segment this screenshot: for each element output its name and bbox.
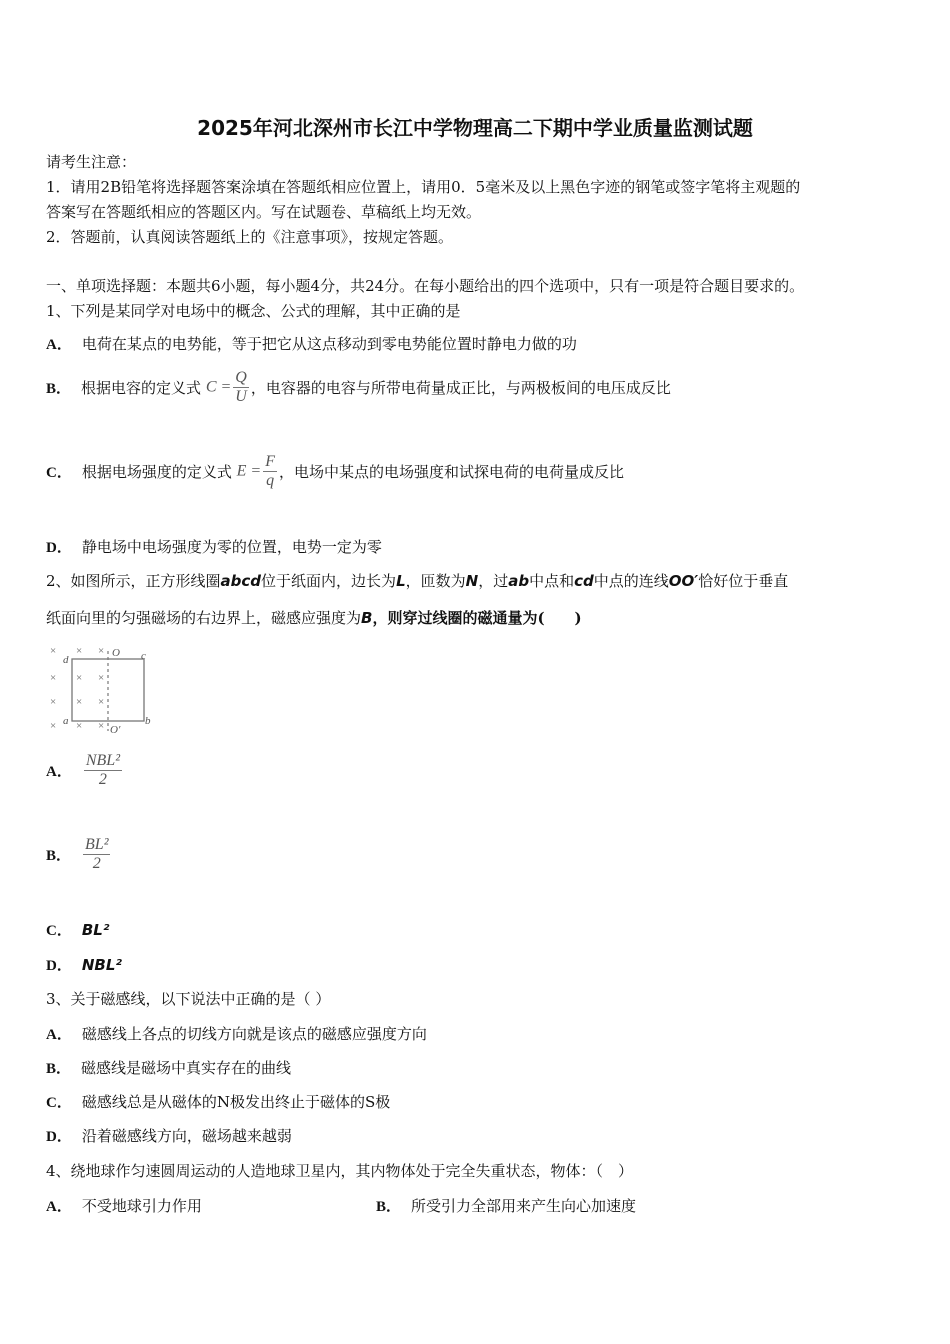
field-cross: ×: [76, 696, 83, 708]
option-letter: C．: [46, 1095, 72, 1111]
q2-text: ，匝数为: [405, 572, 466, 590]
field-cross: ×: [76, 720, 83, 732]
notice-line-3: 2．答题前，认真阅读答题纸上的《注意事项》，按规定答题。: [46, 228, 454, 246]
option-letter: B．: [46, 1061, 72, 1077]
q2-text: ，过: [478, 572, 509, 590]
option-letter: C．: [46, 465, 72, 481]
q2-symbol-cd: cd: [574, 572, 594, 590]
formula-denominator: U: [235, 388, 247, 405]
q4-option-a: [46, 1196, 202, 1217]
field-cross: ×: [50, 645, 57, 657]
option-text-post: ，电场中某点的电场强度和试探电荷的电荷量成反比: [279, 463, 625, 481]
q3-option-d: [46, 1126, 292, 1147]
option-b-fraction: [83, 836, 110, 873]
q2-text: 中点的连线: [593, 572, 669, 590]
label-O: O: [112, 647, 120, 659]
option-letter: A．: [46, 1199, 72, 1215]
q1-option-d: [46, 537, 382, 558]
formula-lhs: E =: [236, 462, 262, 480]
q2-text: 恰好位于垂直: [698, 572, 789, 590]
option-text-pre: 根据电场强度的定义式: [81, 463, 232, 481]
magnetic-field-coil-figure: [44, 643, 156, 735]
q2-text: 2、如图所示，正方形线圈: [46, 572, 221, 590]
label-a: a: [63, 715, 69, 727]
field-cross: ×: [50, 696, 57, 708]
notice-line-1: 1．请用2B铅笔将选择题答案涂填在答题纸相应位置上，请用0．5毫米及以上黑色字迹的钢笔或签字笔将主观题的: [46, 178, 801, 196]
q2-text: 中点和: [529, 572, 575, 590]
option-letter: C．: [46, 923, 72, 939]
q2-text: 纸面向里的匀强磁场的右边界上，磁感应强度为: [46, 609, 362, 627]
option-text: 磁感线上各点的切线方向就是该点的磁感应强度方向: [81, 1025, 427, 1043]
q2-stem-line-1: [46, 571, 788, 591]
q1-option-c: [46, 453, 624, 490]
label-O-prime: O′: [110, 724, 121, 735]
option-letter: D．: [46, 958, 72, 974]
fraction-denominator: 2: [83, 854, 110, 873]
q2-symbol-L: L: [396, 572, 406, 590]
field-cross: ×: [76, 672, 83, 684]
option-letter: B．: [46, 848, 72, 864]
notice-line-2: 答案写在答题纸相应的答题区内。写在试题卷、草稿纸上均无效。: [46, 203, 482, 221]
option-text: NBL²: [81, 956, 122, 974]
option-text: 沿着磁感线方向，磁场越来越弱: [81, 1127, 292, 1145]
page-title: 2025年河北深州市长江中学物理高二下期中学业质量监测试题: [197, 116, 753, 140]
label-c: c: [141, 650, 146, 662]
field-cross: ×: [50, 720, 57, 732]
option-letter: D．: [46, 540, 72, 556]
q3-option-b: [46, 1058, 291, 1079]
q2-symbol-abcd: abcd: [220, 572, 262, 590]
formula-numerator: Q: [235, 369, 247, 386]
q2-symbol-B: B: [361, 609, 373, 627]
q3-option-a: [46, 1024, 427, 1045]
q2-symbol-N: N: [465, 572, 479, 590]
q4-stem: 4、绕地球作匀速圆周运动的人造地球卫星内，其内物体处于完全失重状态，物体：（ ）: [46, 1162, 634, 1180]
option-letter: B．: [376, 1199, 402, 1215]
field-strength-formula: [263, 453, 277, 490]
field-cross: ×: [98, 645, 105, 657]
option-text: 静电场中电场强度为零的位置，电势一定为零: [81, 538, 382, 556]
option-text: 磁感线总是从磁体的N极发出终止于磁体的S极: [81, 1093, 391, 1111]
formula-lhs: C =: [205, 378, 232, 396]
q2-stem-line-2: [46, 608, 582, 628]
field-cross: ×: [76, 645, 83, 657]
option-text-post: ，电容器的电容与所带电荷量成正比，与两极板间的电压成反比: [250, 379, 671, 397]
option-text: 电荷在某点的电势能，等于把它从这点移动到零电势能位置时静电力做的功: [81, 335, 577, 353]
q2-symbol-ab: ab: [508, 572, 530, 590]
q2-option-d: [46, 955, 122, 976]
fraction-denominator: 2: [84, 770, 122, 789]
formula-numerator: F: [265, 453, 275, 470]
option-letter: A．: [46, 337, 72, 353]
capacitance-formula: [233, 369, 249, 406]
field-cross: ×: [98, 672, 105, 684]
q2-option-c: [46, 920, 109, 941]
q3-stem: 3、关于磁感线，以下说法中正确的是（ ）: [46, 990, 331, 1008]
option-text: 所受引力全部用来产生向心加速度: [411, 1197, 637, 1215]
field-cross: ×: [98, 696, 105, 708]
option-text: BL²: [81, 921, 110, 939]
q2-option-a: [46, 752, 124, 789]
field-cross: ×: [98, 720, 105, 732]
option-letter: D．: [46, 1129, 72, 1145]
q2-text: 位于纸面内，边长为: [261, 572, 397, 590]
q4-option-b: [376, 1196, 636, 1217]
q1-option-b: [46, 369, 671, 406]
section-heading: 一、单项选择题：本题共6小题，每小题4分，共24分。在每小题给出的四个选项中，只有一项是符合题目要求的。: [46, 277, 805, 295]
q2-symbol-OO: OO′: [668, 572, 699, 590]
option-letter: B．: [46, 381, 72, 397]
q3-option-c: [46, 1092, 390, 1113]
label-b: b: [145, 715, 151, 727]
q2-option-b: [46, 836, 112, 873]
option-text: 不受地球引力作用: [81, 1197, 202, 1215]
fraction-numerator: BL²: [85, 836, 109, 853]
notice-heading: 请考生注意：: [46, 153, 137, 171]
option-text: 磁感线是磁场中真实存在的曲线: [81, 1059, 292, 1077]
option-a-fraction: [84, 752, 122, 789]
label-d: d: [63, 654, 69, 666]
q1-stem: 1、下列是某同学对电场中的概念、公式的理解，其中正确的是: [46, 302, 461, 320]
q2-text: ，则穿过线圈的磁通量为( ): [372, 609, 582, 627]
option-letter: A．: [46, 764, 72, 780]
option-text-pre: 根据电容的定义式: [81, 379, 202, 397]
fraction-numerator: NBL²: [85, 752, 120, 769]
q1-option-a: [46, 334, 577, 355]
formula-denominator: q: [263, 471, 277, 490]
option-letter: A．: [46, 1027, 72, 1043]
field-cross: ×: [50, 672, 57, 684]
